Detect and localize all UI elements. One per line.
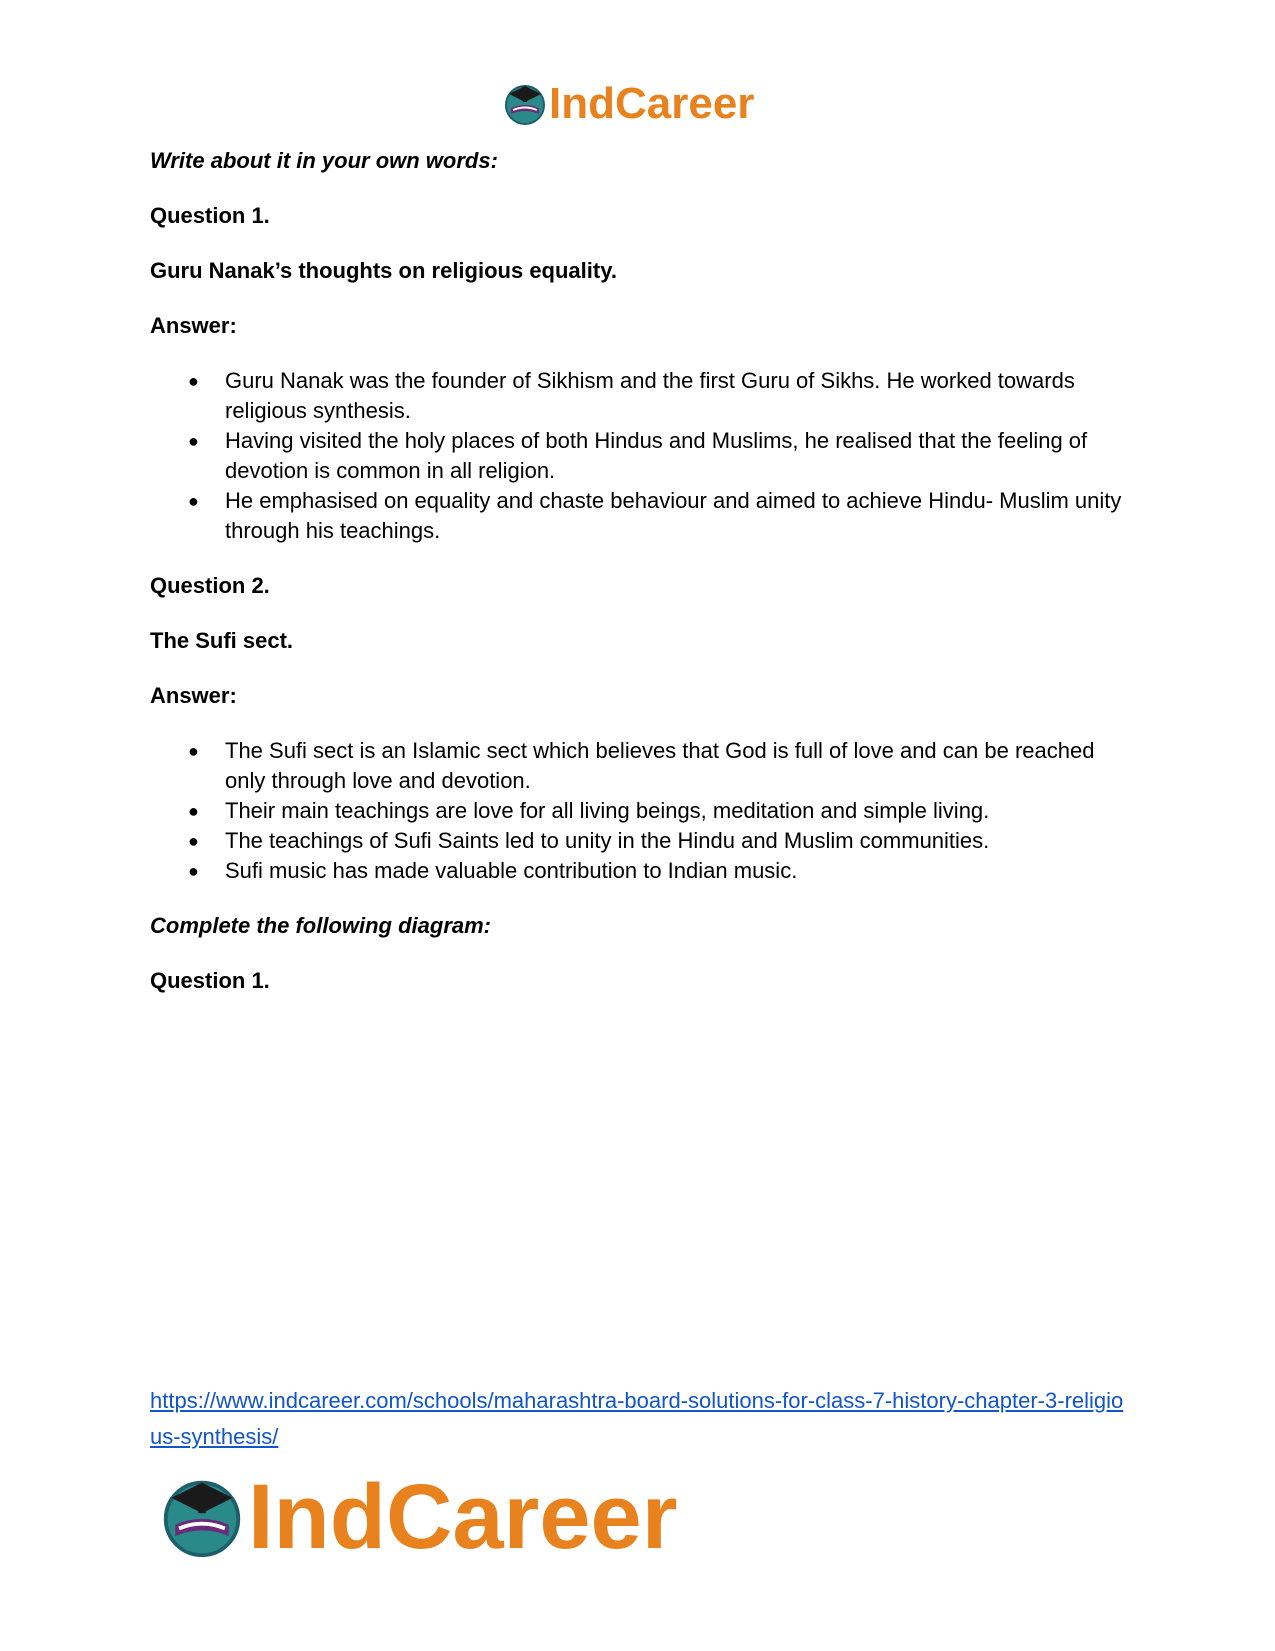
list-item [150,486,1130,546]
header-logo [503,80,754,128]
list-item-text: Their main teachings are love for all living beings, meditation and simple living. [225,798,990,823]
list-item [150,426,1130,486]
list-item-text: The teachings of Sufi Saints led to unity in the Hindu and Muslim communities. [225,828,990,853]
header-brand-text: IndCareer [549,79,755,128]
list-item-text: Guru Nanak was the founder of Sikhism and the first Guru of Sikhs. He worked towards religious synthesis. [225,368,1075,423]
question-label: Question 2. [150,573,270,598]
graduation-cap-book-globe-icon [160,1475,244,1559]
answer-bullet-list [150,736,1130,886]
graduation-cap-book-globe-icon [503,82,547,126]
bullet-icon: ● [188,861,199,881]
answer-label: Answer: [150,683,237,708]
question-text: Guru Nanak’s thoughts on religious equality. [150,258,617,283]
source-url-link[interactable]: https://www.indcareer.com/schools/maharashtra-board-solutions-for-class-7-history-chapter-3-religious-synthesis/ [150,1388,1124,1449]
bullet-icon: ● [188,801,199,821]
section-heading: Write about it in your own words: [150,148,498,173]
bullet-icon: ● [188,741,199,761]
question-label: Question 1. [150,968,270,993]
section-heading: Complete the following diagram: [150,913,492,938]
bullet-icon: ● [188,491,199,511]
bullet-icon: ● [188,371,199,391]
answer-bullet-list [150,366,1130,546]
answer-label: Answer: [150,313,237,338]
bullet-icon: ● [188,431,199,451]
list-item [150,856,1130,886]
document-body [150,146,1130,1021]
footer-brand-text: IndCareer [248,1466,678,1568]
footer-logo [160,1466,678,1568]
list-item [150,736,1130,796]
bullet-icon: ● [188,831,199,851]
question-label: Question 1. [150,203,270,228]
list-item [150,366,1130,426]
list-item-text: He emphasised on equality and chaste behaviour and aimed to achieve Hindu- Muslim unity through his teachings. [225,488,1122,543]
list-item-text: Sufi music has made valuable contribution to Indian music. [225,858,798,883]
list-item [150,796,1130,826]
list-item-text: Having visited the holy places of both Hindus and Muslims, he realised that the feeling of devotion is common in all religion. [225,428,1088,483]
list-item [150,826,1130,856]
question-text: The Sufi sect. [150,628,294,653]
list-item-text: The Sufi sect is an Islamic sect which believes that God is full of love and can be reached only through love and devotion. [225,738,1095,793]
